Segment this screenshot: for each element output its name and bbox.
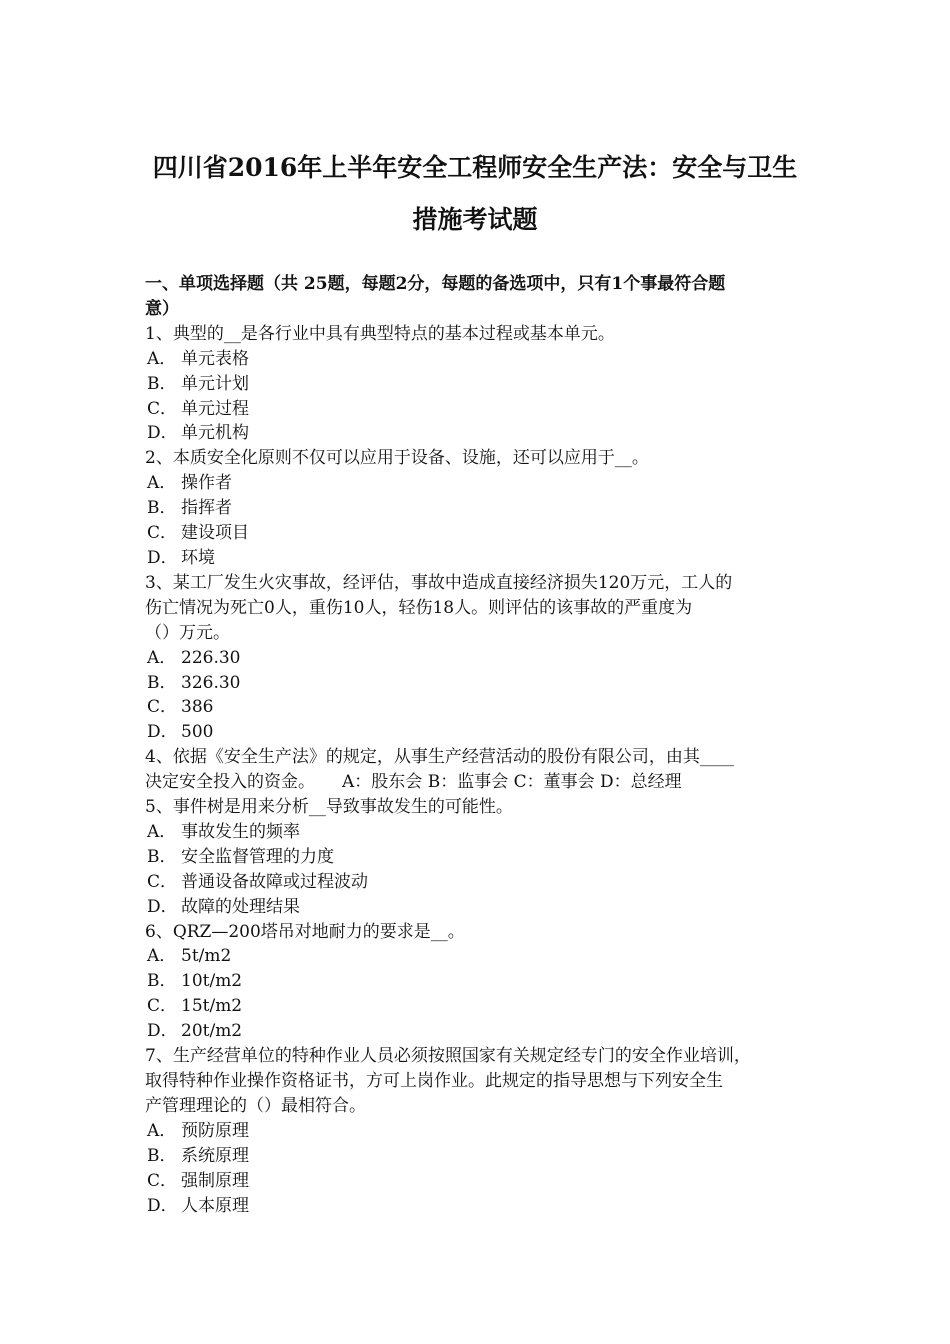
question-stem-line: 5、事件树是用来分析__导致事故发生的可能性。	[145, 797, 513, 818]
answer-option	[145, 646, 810, 671]
option-letter: A．	[147, 946, 177, 967]
option-letter: B．	[147, 1145, 177, 1166]
answer-option	[145, 471, 810, 496]
question-stem-line: 伤亡情况为死亡0人，重伤10人，轻伤18人。则评估的该事故的严重度为	[145, 597, 693, 618]
option-text: 事故发生的频率	[181, 821, 300, 842]
option-text: 226.30	[181, 647, 241, 668]
answer-option	[145, 1144, 810, 1169]
option-text: 10t/m2	[181, 971, 243, 992]
answer-option	[145, 1169, 810, 1194]
question-block	[145, 322, 810, 447]
option-letter: A．	[147, 1120, 177, 1141]
option-text: 系统原理	[181, 1145, 249, 1166]
option-letter: B．	[147, 373, 177, 394]
option-text: 单元计划	[181, 373, 249, 394]
question-list	[145, 322, 810, 1219]
question-block	[145, 1044, 810, 1218]
answer-option	[145, 496, 810, 521]
answer-option	[145, 372, 810, 397]
option-text: 500	[181, 722, 214, 743]
answer-option	[145, 944, 810, 969]
question-block	[145, 571, 810, 745]
option-letter: A．	[147, 821, 177, 842]
option-letter: D．	[147, 722, 178, 743]
answer-option	[145, 347, 810, 372]
answer-option	[145, 397, 810, 422]
option-text: 人本原理	[181, 1195, 249, 1216]
answer-option	[145, 671, 810, 696]
option-letter: D．	[147, 1021, 178, 1042]
question-stem-line: 4、依据《安全生产法》的规定，从事生产经营活动的股份有限公司，由其____	[145, 747, 734, 768]
question-stem-line: 产管理理论的（）最相符合。	[145, 1095, 366, 1116]
option-letter: D．	[147, 1195, 178, 1216]
question-stem-line: 决定安全投入的资金。 A：股东会 B：监事会 C：董事会 D：总经理	[145, 772, 682, 793]
question-stem-line: 1、典型的__是各行业中具有典型特点的基本过程或基本单元。	[145, 323, 615, 344]
option-text: 15t/m2	[181, 996, 243, 1017]
question-block	[145, 795, 810, 920]
option-letter: C．	[147, 697, 178, 718]
answer-option	[145, 895, 810, 920]
option-text: 安全监督管理的力度	[181, 846, 334, 867]
question-stem-line: 2、本质安全化原则不仅可以应用于设备、设施，还可以应用于__。	[145, 448, 649, 469]
question-stem-line: 3、某工厂发生火灾事故，经评估，事故中造成直接经济损失120万元，工人的	[145, 572, 733, 593]
question-block	[145, 446, 810, 571]
option-text: 预防原理	[181, 1120, 249, 1141]
answer-option	[145, 720, 810, 745]
question-stem-line: 6、QRZ—200塔吊对地耐力的要求是__。	[145, 921, 465, 942]
document-body	[145, 272, 810, 1218]
option-letter: D．	[147, 547, 178, 568]
option-letter: A．	[147, 647, 177, 668]
option-letter: B．	[147, 971, 177, 992]
option-letter: B．	[147, 672, 177, 693]
section-heading-line-2: 意）	[145, 298, 179, 319]
option-letter: C．	[147, 1170, 178, 1191]
option-text: 单元表格	[181, 348, 249, 369]
section-heading-line-1: 一、单项选择题（共 25题，每题2分，每题的备选项中，只有1个事最符合题	[145, 274, 726, 294]
question-block	[145, 745, 810, 795]
option-text: 单元过程	[181, 398, 249, 419]
option-text: 20t/m2	[181, 1021, 243, 1042]
question-stem-line: 7、生产经营单位的特种作业人员必须按照国家有关规定经专门的安全作业培训，	[145, 1046, 751, 1067]
answer-option	[145, 421, 810, 446]
answer-option	[145, 870, 810, 895]
answer-option	[145, 546, 810, 571]
answer-option	[145, 820, 810, 845]
option-text: 指挥者	[181, 498, 232, 519]
option-text: 故障的处理结果	[181, 896, 300, 917]
option-text: 建设项目	[181, 523, 249, 544]
answer-option	[145, 969, 810, 994]
option-text: 强制原理	[181, 1170, 249, 1191]
answer-option	[145, 994, 810, 1019]
option-text: 5t/m2	[181, 946, 232, 967]
option-text: 环境	[181, 547, 215, 568]
question-block	[145, 920, 810, 1045]
document-title-line-1: 四川省2016年上半年安全工程师安全生产法：安全与卫生	[152, 153, 798, 182]
option-letter: B．	[147, 498, 177, 519]
option-letter: A．	[147, 348, 177, 369]
answer-option	[145, 1119, 810, 1144]
option-letter: C．	[147, 398, 178, 419]
option-letter: C．	[147, 523, 178, 544]
option-text: 单元机构	[181, 423, 249, 444]
option-letter: B．	[147, 846, 177, 867]
answer-option	[145, 521, 810, 546]
option-letter: A．	[147, 473, 177, 494]
option-text: 386	[181, 697, 214, 718]
option-letter: D．	[147, 423, 178, 444]
answer-option	[145, 845, 810, 870]
option-letter: C．	[147, 871, 178, 892]
document-title-line-2: 措施考试题	[412, 205, 538, 234]
option-text: 操作者	[181, 473, 232, 494]
question-stem-line: （）万元。	[145, 622, 230, 643]
option-letter: C．	[147, 996, 178, 1017]
answer-option	[145, 695, 810, 720]
option-letter: D．	[147, 896, 178, 917]
answer-option	[145, 1194, 810, 1219]
option-text: 326.30	[181, 672, 241, 693]
answer-option	[145, 1019, 810, 1044]
option-text: 普通设备故障或过程波动	[181, 871, 368, 892]
question-stem-line: 取得特种作业操作资格证书，方可上岗作业。此规定的指导思想与下列安全生	[145, 1071, 723, 1091]
